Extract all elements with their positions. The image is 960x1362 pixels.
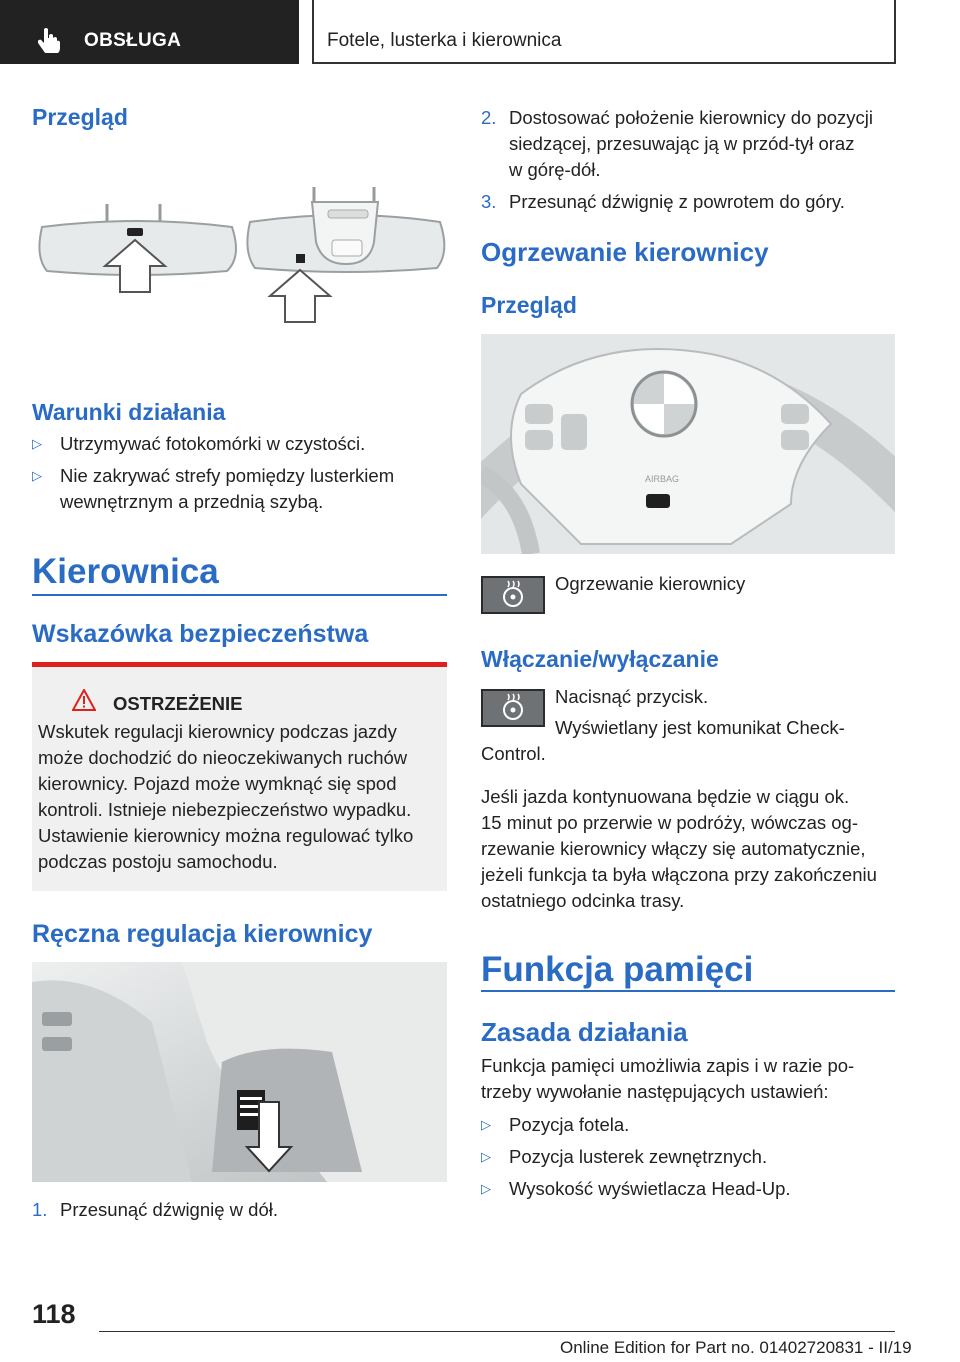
section-label: OBSŁUGA (84, 30, 182, 51)
warning-text: Wskutek regulacji kierownicy podczas jazdy może dochodzić do nieoczekiwanych ruchów kierownicy. Pojazd może wymknąć się spod kontroli. Istnieje niebezpieczeństwo wypadku. Ustawienie kierownicy można regulować tylko podczas postoju samochodu. (38, 721, 414, 872)
footer-rule (99, 1331, 895, 1332)
step-continuation: w górę-dół. (509, 159, 601, 180)
steering-wheel-photo (481, 334, 895, 554)
overview-heading: Przegląd (32, 104, 128, 130)
step-continuation: siedzącej, przesuwając ją w przód-tył oraz (509, 133, 855, 154)
steering-heating-button-icon[interactable] (481, 576, 545, 614)
check-control-text: Wyświetlany jest komunikat Check- (555, 717, 845, 738)
heating-auto-paragraph: Jeśli jazda kontynuowana będzie w ciągu ok. 15 minut po przerwie w podróży, wówczas og- rzewanie kierownicy włączy się automatycznie, jeżeli funkcja ta była włączona przy zakończeniu ostatniego odcinka trasy. (481, 786, 877, 911)
heading-rule (481, 990, 895, 992)
bullet-triangle-icon: ▷ (481, 1117, 491, 1132)
page-number: 118 (32, 1299, 76, 1329)
section-tab[interactable] (0, 0, 299, 64)
heating-heading: Ogrzewanie kierownicy (481, 237, 769, 267)
chapter-header (312, 0, 896, 64)
bullet-triangle-icon: ▷ (32, 436, 42, 451)
mirror-illustration (32, 182, 447, 332)
edition-text: Online Edition for Part no. 01402720831 - II/19 (560, 1338, 912, 1357)
conditions-heading: Warunki działania (32, 399, 226, 425)
safety-heading: Wskazówka bezpieczeństwa (32, 620, 369, 648)
press-button-text: Nacisnąć przycisk. (555, 686, 709, 707)
steering-lever-photo (32, 962, 447, 1182)
bullet-triangle-icon: ▷ (32, 468, 42, 483)
chapter-title: Fotele, lusterka i kierownica (327, 30, 562, 51)
svg-text:AIRBAG: AIRBAG (645, 474, 680, 484)
heading-rule (32, 594, 447, 596)
heating-overview-heading: Przegląd (481, 292, 577, 318)
check-control-text-cont: Control. (481, 743, 546, 764)
steering-heading: Kierownica (32, 552, 219, 591)
memory-heading: Funkcja pamięci (481, 950, 754, 989)
principle-paragraph: Funkcja pamięci umożliwia zapis i w razie po- trzeby wywołanie następujących ustawień: (481, 1055, 855, 1102)
warning-box (32, 662, 447, 891)
warning-title: OSTRZEŻENIE (113, 693, 243, 714)
hand-pointer-icon (38, 27, 60, 53)
warning-triangle-icon (72, 689, 96, 711)
steering-heating-button-icon[interactable] (481, 689, 545, 727)
manual-adjust-heading: Ręczna regulacja kierownicy (32, 920, 373, 948)
list-item-continuation: wewnętrznym a przednią szybą. (60, 491, 324, 512)
bullet-triangle-icon: ▷ (481, 1181, 491, 1196)
onoff-heading: Włączanie/wyłączanie (481, 646, 719, 672)
principle-heading: Zasada działania (481, 1017, 688, 1047)
heating-icon-label: Ogrzewanie kierownicy (555, 573, 746, 594)
bullet-triangle-icon: ▷ (481, 1149, 491, 1164)
